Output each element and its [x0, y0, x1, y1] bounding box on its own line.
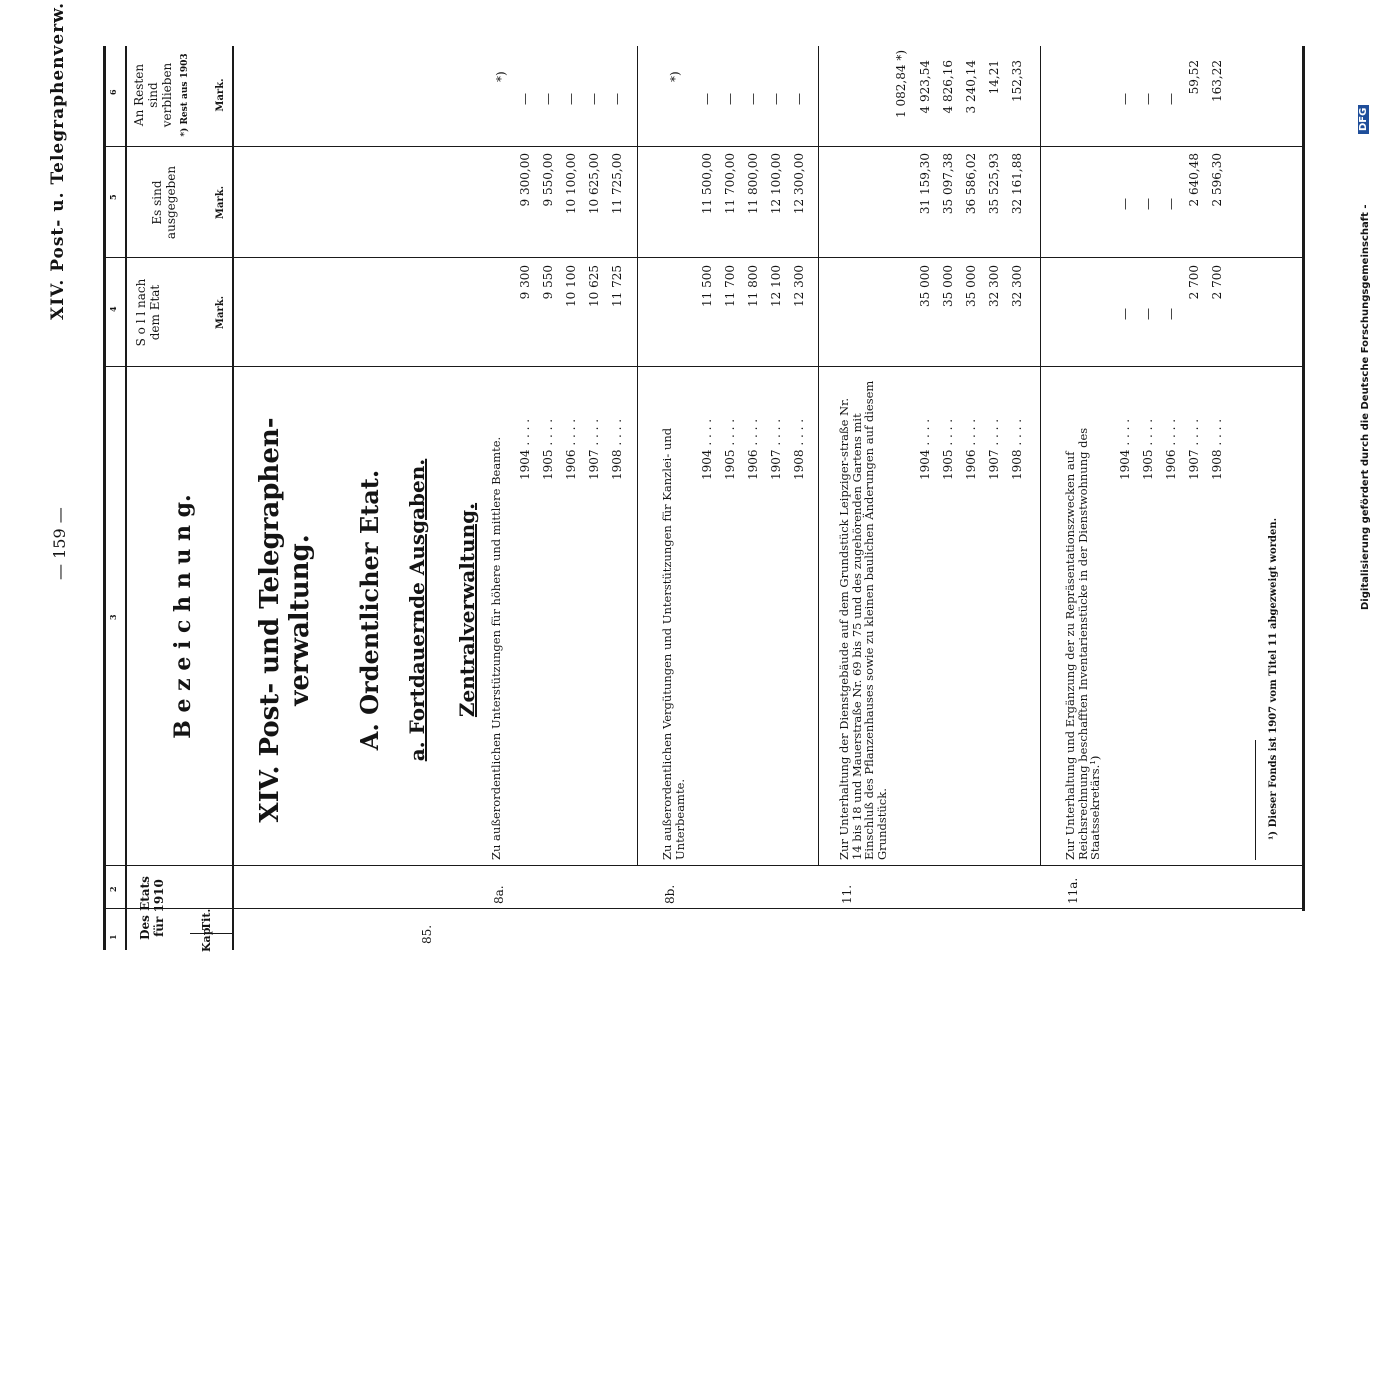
running-title: XIV. Post- u. Telegraphenverw.: [48, 1, 68, 320]
tit-11: 11.: [840, 884, 854, 904]
ist-11-3: 36 586,02: [964, 153, 978, 215]
rule-after-8b: [818, 46, 819, 866]
column-number-rule: [125, 46, 127, 950]
tit-11a: 11a.: [1066, 877, 1080, 904]
year-8b-3: 1906 . . . .: [746, 418, 760, 480]
ist-11a-3: —: [1164, 198, 1178, 210]
header-bottom-rule: [232, 46, 234, 950]
section-title: [255, 380, 315, 860]
soll-8b-1: 11 500: [700, 265, 714, 307]
year-11-5: 1908 . . . .: [1010, 418, 1024, 480]
soll-8b-2: 11 700: [723, 265, 737, 307]
year-8b-2: 1905 . . . .: [723, 418, 737, 480]
rest-11a-3: —: [1164, 93, 1178, 105]
colnum-5: 5: [108, 194, 118, 200]
year-8a-4: 1907 . . . .: [587, 418, 601, 480]
year-11a-4: 1907 . . . .: [1187, 418, 1201, 480]
col-rule-3: [103, 366, 1303, 367]
ist-8a-3: 10 100,00: [564, 153, 578, 215]
colnum-3: 3: [108, 614, 118, 620]
soll-8a-3: 10 100: [564, 265, 578, 307]
soll-11-5: 32 300: [1010, 265, 1024, 307]
ist-11-4: 35 525,93: [987, 153, 1001, 215]
ist-11-1: 31 159,30: [918, 153, 932, 215]
colnum-1: 1: [108, 934, 118, 940]
soll-11a-4: 2 700: [1187, 265, 1201, 300]
rest-8b-1: —: [700, 93, 714, 105]
year-11a-1: 1904 . . . .: [1118, 418, 1132, 480]
kap-number: 85.: [420, 924, 434, 944]
text-8b: Zu außerordentlichen Vergütungen und Unterstützungen für Kanzlei- und Unterbeamte.: [660, 427, 687, 860]
tit-8a: 8a.: [492, 885, 506, 904]
rest-11a-4: 59,52: [1187, 60, 1201, 95]
ist-8b-1: 11 500,00: [700, 153, 714, 215]
soll-11a-2: —: [1141, 308, 1155, 320]
ist-11a-2: —: [1141, 198, 1155, 210]
tit-header: Tit.: [200, 908, 213, 930]
ist-11-2: 35 097,38: [941, 153, 955, 215]
ist-11a-4: 2 640,48: [1187, 153, 1201, 207]
soll-unit: Mark.: [215, 295, 226, 330]
digitization-note: Digitalisierung gefördert durch die Deutsche Forschungsgemeinschaft -: [1360, 204, 1371, 610]
rest-8a-3: —: [564, 93, 578, 105]
year-11-1: 1904 . . . .: [918, 418, 932, 480]
soll-11-4: 32 300: [987, 265, 1001, 307]
star-8b: *): [668, 71, 682, 82]
year-8b-5: 1908 . . . .: [792, 418, 806, 480]
reste-note: *) Rest aus 1903: [180, 53, 190, 137]
bezeichnung-header: B e z e i c h n u n g.: [170, 494, 196, 739]
star-8a: *): [494, 71, 508, 82]
soll-11a-5: 2 700: [1210, 265, 1224, 300]
ist-8b-5: 12 300,00: [792, 153, 806, 215]
col-rule-2: [103, 865, 1303, 866]
footnote: ¹) Dieser Fonds ist 1907 vom Titel 11 abgezweigt worden.: [1268, 517, 1279, 840]
sub-heading-a: A. Ordentlicher Etat.: [355, 469, 384, 751]
soll-8b-3: 11 800: [746, 265, 760, 307]
year-8a-3: 1906 . . . .: [564, 418, 578, 480]
ist-8b-4: 12 100,00: [769, 153, 783, 215]
year-11a-5: 1908 . . . .: [1210, 418, 1224, 480]
ist-11-5: 32 161,88: [1010, 153, 1024, 215]
colnum-2: 2: [108, 886, 118, 892]
soll-11-3: 35 000: [964, 265, 978, 307]
dfg-logo-text: DFG: [1358, 107, 1369, 131]
rest-11-5: 152,33: [1010, 60, 1024, 102]
table-bottom-rule: [1302, 46, 1305, 911]
rest-8b-5: —: [792, 93, 806, 105]
kap-header: Kap.: [200, 923, 213, 952]
table-top-rule: [103, 46, 106, 950]
rest-8a-1: —: [518, 93, 532, 105]
year-11a-2: 1905 . . . .: [1141, 418, 1155, 480]
dfg-logo: [1358, 105, 1369, 134]
rest-11-2: 4 826,16: [941, 60, 955, 114]
soll-8a-5: 11 725: [610, 265, 624, 307]
ist-8a-2: 9 550,00: [541, 153, 555, 207]
col-rule-1: [103, 908, 1303, 909]
rest-11a-5: 163,22: [1210, 60, 1224, 102]
tit-8b: 8b.: [663, 884, 677, 904]
reste-unit: Mark.: [215, 78, 226, 112]
rest-11a-2: —: [1141, 93, 1155, 105]
col-rule-5: [103, 146, 1303, 147]
soll-11-1: 35 000: [918, 265, 932, 307]
text-11a: Zur Unterhaltung und Ergänzung der zu Repräsentationszwecken auf Reichsrechnung beschafften Inventarienstücke in der Dienstwohnung des Staatssekretärs.¹): [1063, 427, 1102, 860]
text-8a: Zu außerordentlichen Unterstützungen für höhere und mittlere Beamte.: [489, 436, 503, 860]
rest-11-4: 14,21: [987, 60, 1001, 95]
soll-header: S o l l nach dem Etat: [134, 278, 162, 347]
year-11-4: 1907 . . . .: [987, 418, 1001, 480]
ausgegeben-header: Es sind ausgegeben: [150, 165, 178, 240]
colnum-6: 6: [108, 89, 118, 95]
soll-8b-4: 12 100: [769, 265, 783, 307]
soll-11a-3: —: [1164, 308, 1178, 320]
soll-8a-4: 10 625: [587, 265, 601, 307]
ist-11a-1: —: [1118, 198, 1132, 210]
soll-8a-2: 9 550: [541, 265, 555, 300]
page-number: — 159 —: [50, 507, 69, 580]
ist-8b-2: 11 700,00: [723, 153, 737, 215]
ausgegeben-unit: Mark.: [215, 185, 226, 220]
ist-8a-1: 9 300,00: [518, 153, 532, 207]
soll-11-2: 35 000: [941, 265, 955, 307]
footnote-rule: [1255, 740, 1256, 860]
reste-header: An Resten sind verblieben: [132, 62, 174, 128]
col-rule-4: [103, 257, 1303, 258]
text-11: Zur Unterhaltung der Dienstgebäude auf dem Grundstück Leipziger-straße Nr. 14 bis 18 und Mauerstraße Nr. 69 bis 75 und des zugehörenden Gartens mit Einschluß des Pflanzenhauses sowie zu kleinen baulichen Änderungen auf diesem Grundstück.: [837, 380, 889, 860]
rest-8a-5: —: [610, 93, 624, 105]
year-8a-5: 1908 . . . .: [610, 418, 624, 480]
rest-11a-1: —: [1118, 93, 1132, 105]
rest-11-3: 3 240,14: [964, 60, 978, 114]
section-title-text: XIV. Post- und Telegraphen-verwaltung.: [255, 417, 315, 823]
year-11a-3: 1906 . . . .: [1164, 418, 1178, 480]
year-11-3: 1906 . . . .: [964, 418, 978, 480]
colnum-4: 4: [108, 306, 118, 312]
rest-8b-3: —: [746, 93, 760, 105]
year-8b-4: 1907 . . . .: [769, 418, 783, 480]
year-11-2: 1905 . . . .: [941, 418, 955, 480]
rest-8a-4: —: [587, 93, 601, 105]
year-8b-1: 1904 . . . .: [700, 418, 714, 480]
soll-8b-5: 12 300: [792, 265, 806, 307]
sub-heading-aa: a. Fortdauernde Ausgaben.: [405, 458, 429, 762]
rest-8a-2: —: [541, 93, 555, 105]
rest-8b-2: —: [723, 93, 737, 105]
rest-11-pre: 1 082,84 *): [894, 50, 908, 118]
rest-8b-4: —: [769, 93, 783, 105]
ist-8a-4: 10 625,00: [587, 153, 601, 215]
rule-after-11: [1040, 46, 1041, 866]
sub-heading-central: Zentralverwaltung.: [455, 502, 479, 718]
year-8a-1: 1904 . . . .: [518, 418, 532, 480]
ist-11a-5: 2 596,30: [1210, 153, 1224, 207]
etats-header: Des Etats für 1910: [138, 876, 166, 940]
rule-after-8a: [637, 46, 638, 866]
ist-8a-5: 11 725,00: [610, 153, 624, 215]
soll-8a-1: 9 300: [518, 265, 532, 300]
soll-11a-1: —: [1118, 308, 1132, 320]
year-8a-2: 1905 . . . .: [541, 418, 555, 480]
ist-8b-3: 11 800,00: [746, 153, 760, 215]
rest-11-1: 4 923,54: [918, 60, 932, 114]
